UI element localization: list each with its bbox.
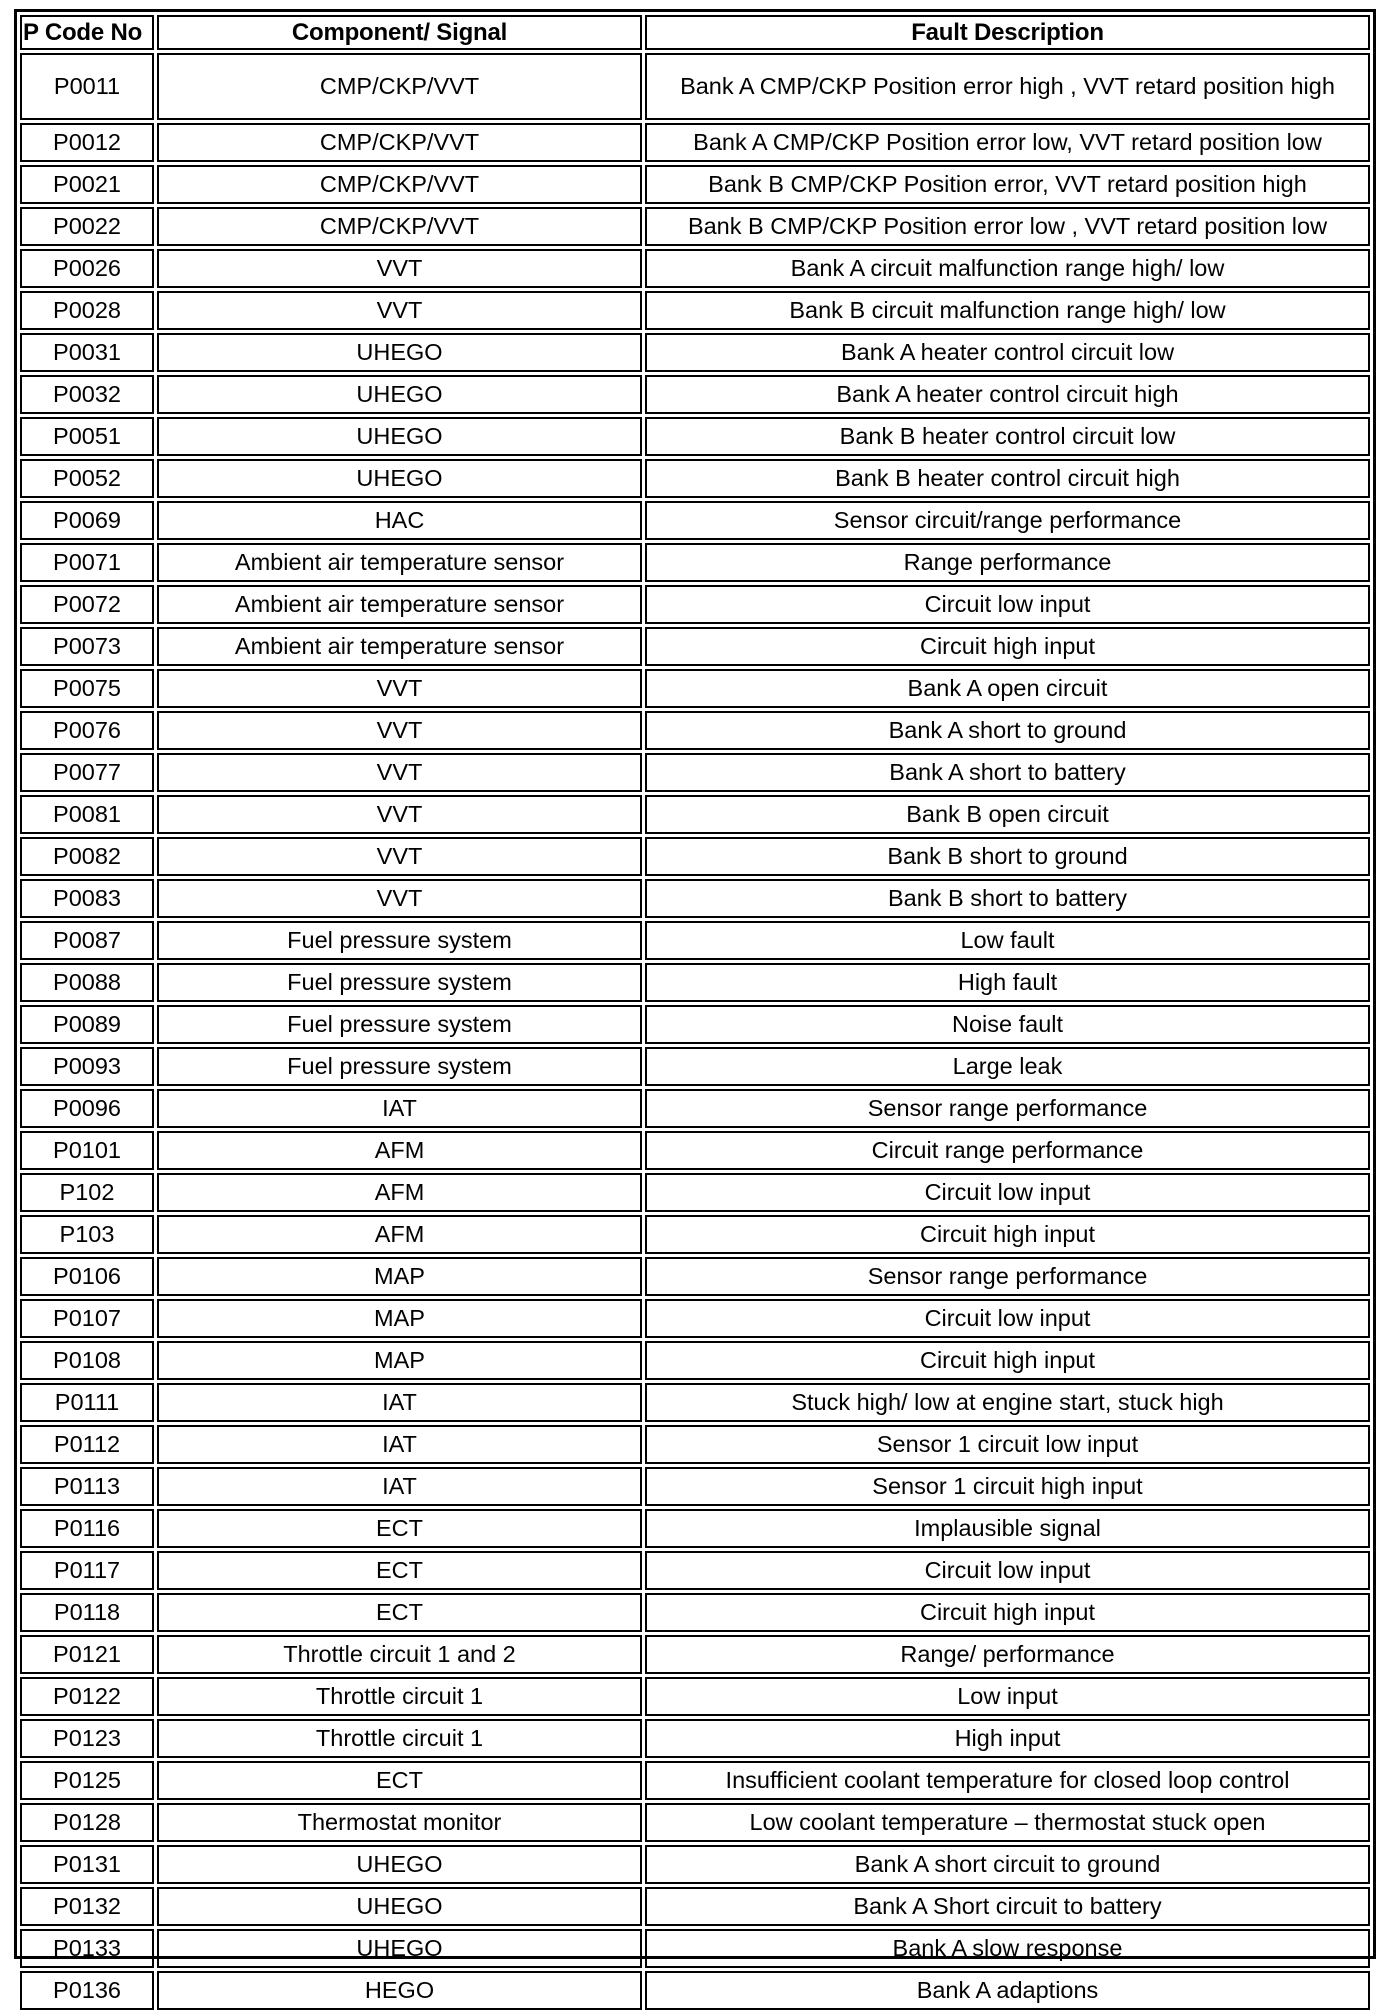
fault-description-cell: Bank B CMP/CKP Position error low , VVT retard position low [645,207,1370,246]
fault-description-cell: Bank A short to ground [645,711,1370,750]
p-code-cell: P0088 [20,963,154,1002]
component-cell: UHEGO [157,1845,642,1884]
header-p-code: P Code No [20,15,154,50]
table-row [20,1719,1370,1758]
table-row [20,375,1370,414]
fault-description-cell: Circuit high input [645,1215,1370,1254]
component-cell: VVT [157,291,642,330]
table-row [20,291,1370,330]
table-row [20,837,1370,876]
fault-description-cell: Bank A open circuit [645,669,1370,708]
table-body [20,53,1370,2010]
fault-description-cell: Circuit high input [645,1593,1370,1632]
p-code-cell: P103 [20,1215,154,1254]
fault-description-cell: Sensor 1 circuit low input [645,1425,1370,1464]
fault-description-cell: Bank A heater control circuit high [645,375,1370,414]
p-code-cell: P0051 [20,417,154,456]
component-cell: AFM [157,1131,642,1170]
p-code-cell: P0093 [20,1047,154,1086]
p-code-cell: P0113 [20,1467,154,1506]
component-cell: ECT [157,1593,642,1632]
header-fault-description: Fault Description [645,15,1370,50]
fault-description-cell: Bank A circuit malfunction range high/ low [645,249,1370,288]
component-cell: VVT [157,669,642,708]
p-code-cell: P0136 [20,1971,154,2010]
p-code-cell: P0026 [20,249,154,288]
component-cell: MAP [157,1341,642,1380]
component-cell: IAT [157,1425,642,1464]
fault-description-cell: Large leak [645,1047,1370,1086]
component-cell: HAC [157,501,642,540]
component-cell: CMP/CKP/VVT [157,123,642,162]
p-code-cell: P0072 [20,585,154,624]
table-row [20,543,1370,582]
p-code-cell: P0071 [20,543,154,582]
fault-description-cell: Circuit low input [645,585,1370,624]
table-row [20,249,1370,288]
fault-description-cell: Circuit low input [645,1173,1370,1212]
component-cell: AFM [157,1173,642,1212]
component-cell: IAT [157,1383,642,1422]
p-code-cell: P0028 [20,291,154,330]
component-cell: Throttle circuit 1 [157,1719,642,1758]
p-code-cell: P0089 [20,1005,154,1044]
fault-description-cell: Bank B CMP/CKP Position error, VVT retard position high [645,165,1370,204]
p-code-cell: P0123 [20,1719,154,1758]
p-code-cell: P0112 [20,1425,154,1464]
table-row [20,165,1370,204]
component-cell: Fuel pressure system [157,1005,642,1044]
table-row [20,1383,1370,1422]
component-cell: CMP/CKP/VVT [157,207,642,246]
p-code-cell: P0021 [20,165,154,204]
table-row [20,1677,1370,1716]
p-code-cell: P0111 [20,1383,154,1422]
table-row [20,123,1370,162]
table-row [20,1215,1370,1254]
component-cell: VVT [157,711,642,750]
fault-description-cell: Circuit low input [645,1299,1370,1338]
fault-description-cell: Stuck high/ low at engine start, stuck high [645,1383,1370,1422]
component-cell: AFM [157,1215,642,1254]
component-cell: UHEGO [157,417,642,456]
component-cell: ECT [157,1509,642,1548]
table-row [20,459,1370,498]
table-row [20,921,1370,960]
table-row [20,333,1370,372]
component-cell: UHEGO [157,459,642,498]
fault-description-cell: Noise fault [645,1005,1370,1044]
component-cell: Fuel pressure system [157,1047,642,1086]
component-cell: Fuel pressure system [157,963,642,1002]
component-cell: MAP [157,1299,642,1338]
p-code-cell: P0073 [20,627,154,666]
component-cell: ECT [157,1551,642,1590]
table-row [20,1593,1370,1632]
header-component-signal: Component/ Signal [157,15,642,50]
p-code-cell: P0082 [20,837,154,876]
p-code-cell: P0131 [20,1845,154,1884]
p-code-cell: P0075 [20,669,154,708]
fault-description-cell: Bank A adaptions [645,1971,1370,2010]
p-code-cell: P0101 [20,1131,154,1170]
table-row [20,795,1370,834]
p-code-cell: P0118 [20,1593,154,1632]
component-cell: HEGO [157,1971,642,2010]
component-cell: Thermostat monitor [157,1803,642,1842]
p-code-cell: P0012 [20,123,154,162]
table-row [20,1425,1370,1464]
table-row [20,1929,1370,1968]
table-row [20,1131,1370,1170]
fault-description-cell: Circuit range performance [645,1131,1370,1170]
table-row [20,417,1370,456]
p-code-cell: P0077 [20,753,154,792]
p-code-cell: P0022 [20,207,154,246]
p-code-cell: P0107 [20,1299,154,1338]
header-row [20,15,1370,50]
fault-description-cell: Bank B open circuit [645,795,1370,834]
p-code-cell: P0117 [20,1551,154,1590]
table-row [20,1509,1370,1548]
fault-description-cell: Low input [645,1677,1370,1716]
table-row [20,1635,1370,1674]
table-row [20,1551,1370,1590]
p-code-cell: P0106 [20,1257,154,1296]
p-code-cell: P0052 [20,459,154,498]
fault-description-cell: Bank A heater control circuit low [645,333,1370,372]
component-cell: IAT [157,1467,642,1506]
component-cell: UHEGO [157,1929,642,1968]
fault-description-cell: Bank A CMP/CKP Position error low, VVT retard position low [645,123,1370,162]
fault-description-cell: Bank A short to battery [645,753,1370,792]
table-row [20,753,1370,792]
fault-description-cell: Insufficient coolant temperature for closed loop control [645,1761,1370,1800]
p-code-cell: P0076 [20,711,154,750]
component-cell: CMP/CKP/VVT [157,165,642,204]
table-row [20,585,1370,624]
table-row [20,1341,1370,1380]
component-cell: UHEGO [157,1887,642,1926]
table-row [20,1005,1370,1044]
table-row [20,53,1370,120]
component-cell: CMP/CKP/VVT [157,53,642,120]
fault-description-cell: Circuit high input [645,627,1370,666]
fault-description-cell: Bank B heater control circuit low [645,417,1370,456]
p-code-cell: P0116 [20,1509,154,1548]
fault-description-cell: Bank A Short circuit to battery [645,1887,1370,1926]
table-row [20,501,1370,540]
fault-description-cell: Implausible signal [645,1509,1370,1548]
p-code-cell: P0128 [20,1803,154,1842]
component-cell: UHEGO [157,375,642,414]
p-code-cell: P0087 [20,921,154,960]
fault-description-cell: Bank A short circuit to ground [645,1845,1370,1884]
component-cell: Fuel pressure system [157,921,642,960]
table-row [20,1761,1370,1800]
fault-description-cell: High input [645,1719,1370,1758]
component-cell: VVT [157,753,642,792]
component-cell: VVT [157,249,642,288]
table-row [20,1971,1370,2010]
fault-description-cell: Bank B short to ground [645,837,1370,876]
p-code-cell: P0125 [20,1761,154,1800]
fault-description-cell: Range/ performance [645,1635,1370,1674]
fault-description-cell: Sensor 1 circuit high input [645,1467,1370,1506]
p-code-cell: P0032 [20,375,154,414]
p-code-cell: P0132 [20,1887,154,1926]
fault-description-cell: Sensor range performance [645,1089,1370,1128]
p-code-cell: P0096 [20,1089,154,1128]
table-row [20,1803,1370,1842]
fault-description-cell: Bank A slow response [645,1929,1370,1968]
component-cell: VVT [157,795,642,834]
table-row [20,1299,1370,1338]
p-code-cell: P0121 [20,1635,154,1674]
component-cell: VVT [157,879,642,918]
fault-description-cell: Low coolant temperature – thermostat stuck open [645,1803,1370,1842]
p-code-cell: P0069 [20,501,154,540]
table-row [20,1845,1370,1884]
component-cell: VVT [157,837,642,876]
component-cell: Ambient air temperature sensor [157,543,642,582]
component-cell: MAP [157,1257,642,1296]
component-cell: IAT [157,1089,642,1128]
component-cell: Throttle circuit 1 [157,1677,642,1716]
fault-code-table [17,12,1373,2013]
fault-description-cell: Range performance [645,543,1370,582]
table-row [20,1257,1370,1296]
fault-description-cell: High fault [645,963,1370,1002]
fault-description-cell: Bank A CMP/CKP Position error high , VVT retard position high [645,53,1370,120]
table-row [20,627,1370,666]
fault-code-table-frame [14,9,1376,2003]
fault-description-cell: Bank B heater control circuit high [645,459,1370,498]
table-row [20,669,1370,708]
p-code-cell: P0081 [20,795,154,834]
table-row [20,879,1370,918]
fault-description-cell: Circuit high input [645,1341,1370,1380]
component-cell: Ambient air temperature sensor [157,627,642,666]
fault-description-cell: Bank B short to battery [645,879,1370,918]
table-row [20,207,1370,246]
p-code-cell: P0133 [20,1929,154,1968]
fault-description-cell: Circuit low input [645,1551,1370,1590]
fault-description-cell: Sensor range performance [645,1257,1370,1296]
component-cell: ECT [157,1761,642,1800]
p-code-cell: P0108 [20,1341,154,1380]
fault-description-cell: Low fault [645,921,1370,960]
p-code-cell: P102 [20,1173,154,1212]
p-code-cell: P0011 [20,53,154,120]
table-row [20,1887,1370,1926]
table-row [20,1173,1370,1212]
table-row [20,711,1370,750]
p-code-cell: P0122 [20,1677,154,1716]
fault-description-cell: Bank B circuit malfunction range high/ low [645,291,1370,330]
component-cell: Ambient air temperature sensor [157,585,642,624]
table-row [20,1047,1370,1086]
p-code-cell: P0083 [20,879,154,918]
fault-description-cell: Sensor circuit/range performance [645,501,1370,540]
table-row [20,1467,1370,1506]
table-row [20,1089,1370,1128]
table-row [20,963,1370,1002]
component-cell: Throttle circuit 1 and 2 [157,1635,642,1674]
component-cell: UHEGO [157,333,642,372]
p-code-cell: P0031 [20,333,154,372]
